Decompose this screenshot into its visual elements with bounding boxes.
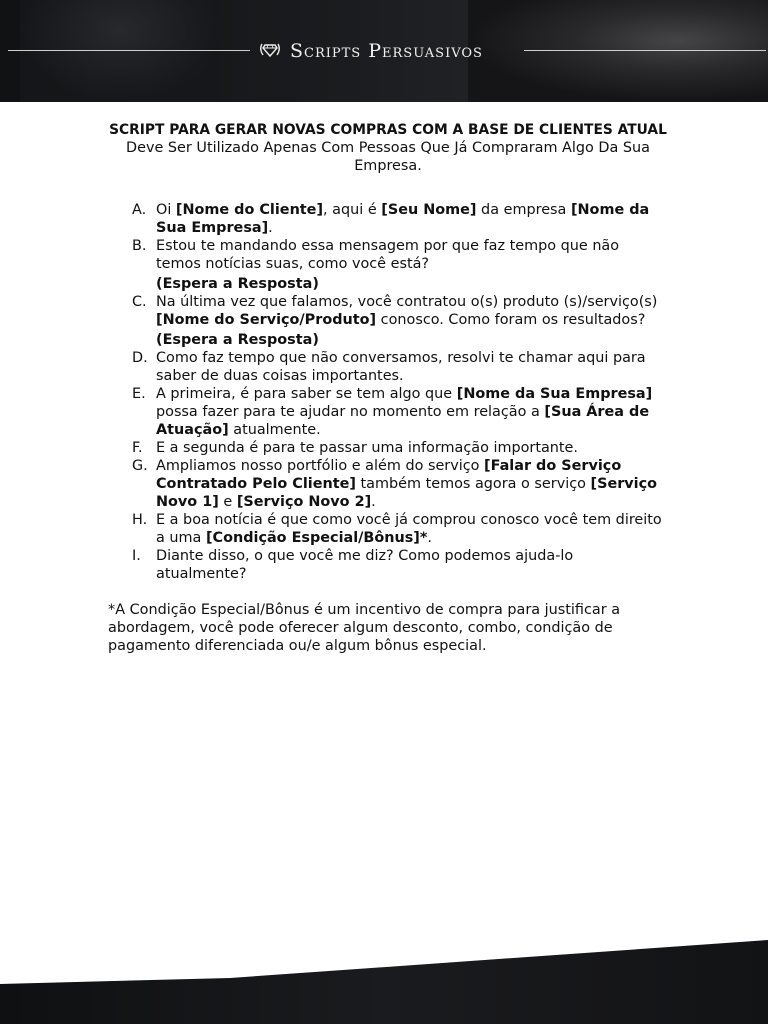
- document-body: [108, 121, 668, 655]
- list-item: [132, 457, 668, 511]
- list-item-marker: F.: [132, 440, 143, 456]
- list-item: [132, 547, 668, 583]
- list-item: [132, 349, 668, 385]
- header-rule-left: [8, 50, 250, 51]
- placeholder-field: [Condição Especial/Bônus]*: [205, 530, 428, 546]
- list-item-text: [156, 201, 668, 237]
- text-span: A primeira, é para saber se tem algo que: [156, 386, 457, 402]
- list-item-text: [156, 547, 668, 583]
- list-item-marker: E.: [132, 386, 146, 402]
- list-item-text: [156, 457, 668, 511]
- list-item: [132, 201, 668, 237]
- text-span: Oi: [156, 202, 176, 218]
- document-title: SCRIPT PARA GERAR NOVAS COMPRAS COM A BASE DE CLIENTES ATUAL: [109, 122, 667, 138]
- list-item-marker: C.: [132, 294, 147, 310]
- placeholder-field: [Nome da Sua Empresa]: [156, 202, 650, 236]
- text-span: possa fazer para te ajudar no momento em relação a: [156, 404, 545, 420]
- page-footer: [0, 934, 768, 1024]
- placeholder-field: [Falar do Serviço Contratado Pelo Cliente]: [156, 458, 622, 492]
- footnote: *A Condição Especial/Bônus é um incentivo de compra para justificar a abordagem, você pode oferecer algum desconto, combo, condição de pagamento diferenciada ou/e algum bônus especial.: [108, 602, 621, 654]
- text-span: atualmente.: [228, 422, 321, 438]
- text-span: E a segunda é para te passar uma informação importante.: [156, 440, 578, 456]
- list-item-marker: A.: [132, 202, 147, 218]
- placeholder-field: [Nome do Serviço/Produto]: [156, 312, 377, 328]
- placeholder-field: [Serviço Novo 1]: [156, 476, 658, 510]
- placeholder-field: [Seu Nome]: [381, 202, 477, 218]
- list-item: [132, 439, 668, 457]
- script-steps-list: [108, 201, 668, 583]
- text-span: .: [268, 220, 273, 236]
- brand-logo: [258, 36, 483, 66]
- list-item-marker: H.: [132, 512, 148, 528]
- list-item-text: [156, 293, 668, 349]
- list-item: [132, 385, 668, 439]
- list-item-marker: B.: [132, 238, 147, 254]
- text-span: e: [218, 494, 237, 510]
- header-background-photo: [20, 0, 220, 102]
- diamond-laurel-icon: [258, 38, 282, 64]
- text-span: , aqui é: [323, 202, 382, 218]
- page-header: [0, 0, 768, 102]
- text-span: da empresa: [476, 202, 571, 218]
- placeholder-field: [Serviço Novo 2]: [236, 494, 372, 510]
- list-item-marker: D.: [132, 350, 148, 366]
- list-item-marker: I.: [132, 548, 141, 564]
- text-span: também temos agora o serviço: [355, 476, 591, 492]
- list-item-text: [156, 511, 668, 547]
- text-span: Ampliamos nosso portfólio e além do serviço: [156, 458, 485, 474]
- list-item: [132, 293, 668, 349]
- list-item-text: [156, 349, 668, 385]
- list-item-text: [156, 439, 668, 457]
- brand-name: Scripts Persuasivos: [290, 40, 483, 62]
- text-span: Como faz tempo que não conversamos, resolvi te chamar aqui para saber de duas coisas importantes.: [156, 350, 646, 384]
- list-item: [132, 237, 668, 293]
- text-span: conosco. Como foram os resultados?: [376, 312, 646, 328]
- list-item-marker: G.: [132, 458, 148, 474]
- placeholder-field: [Nome do Cliente]: [175, 202, 324, 218]
- text-span: .: [371, 494, 376, 510]
- header-portrait-photo: [468, 0, 768, 102]
- placeholder-field: [Sua Área de Atuação]: [156, 404, 650, 438]
- list-item-text: [156, 385, 668, 439]
- text-span: .: [427, 530, 432, 546]
- placeholder-field: [Nome da Sua Empresa]: [456, 386, 653, 402]
- list-item: [132, 511, 668, 547]
- text-span: E a boa notícia é que como você já comprou conosco você tem direito a uma: [156, 512, 662, 546]
- text-span: Estou te mandando essa mensagem por que faz tempo que não temos notícias suas, como você está?: [156, 238, 620, 272]
- text-span: Na última vez que falamos, você contratou o(s) produto (s)/serviço(s): [156, 294, 658, 310]
- document-subtitle: Deve Ser Utilizado Apenas Com Pessoas Que Já Compraram Algo Da Sua Empresa.: [126, 140, 650, 174]
- header-rule-right: [524, 50, 766, 51]
- text-span: Diante disso, o que você me diz? Como podemos ajuda-lo atualmente?: [156, 548, 574, 582]
- list-item-text: [156, 237, 668, 293]
- wait-response-note: (Espera a Resposta): [156, 276, 319, 292]
- wait-response-note: (Espera a Resposta): [156, 332, 319, 348]
